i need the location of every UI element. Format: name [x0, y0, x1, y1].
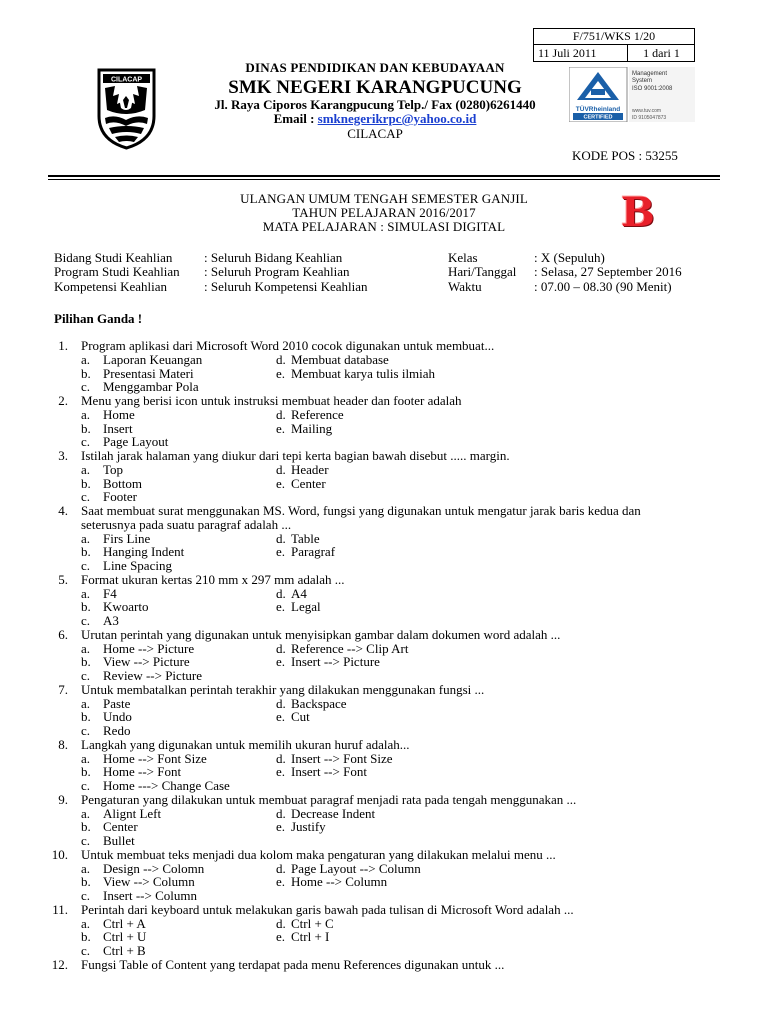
question-text: Format ukuran kertas 210 mm x 297 mm adalah ...: [81, 571, 345, 587]
question-row: [0, 394, 768, 408]
option-e: Paragraf: [291, 544, 336, 560]
option-letter: a.: [81, 530, 91, 546]
option-d: A4: [291, 585, 307, 601]
info-label: Kompetensi Keahlian: [54, 279, 167, 294]
option-c: Insert --> Column: [103, 888, 197, 903]
option-b: Home --> Font: [103, 764, 182, 780]
option-letter: c.: [81, 723, 91, 738]
tuv-certified-badge-icon: [569, 67, 695, 122]
option-letter: e.: [276, 874, 286, 890]
option-d: Table: [291, 530, 320, 546]
option-a: Design --> Colomn: [103, 860, 205, 876]
option-letter: c.: [81, 943, 91, 958]
question-text: Untuk membatalkan perintah terakhir yang dilakukan menggunakan fungsi ...: [81, 681, 485, 697]
option-c: Line Spacing: [103, 558, 172, 573]
form-page: 1 dari 1: [643, 46, 680, 60]
option-letter: b.: [81, 929, 91, 945]
option-letter: d.: [276, 750, 286, 766]
option-a: Home --> Font Size: [103, 750, 207, 766]
option-a: Home: [103, 406, 135, 422]
option-letter: d.: [276, 915, 286, 931]
option-e: Ctrl + I: [291, 929, 330, 945]
option-row: [0, 669, 768, 683]
tuv-certified: CERTIFIED: [583, 114, 613, 121]
option-letter: e.: [276, 929, 286, 945]
option-letter: d.: [276, 406, 286, 422]
option-letter: e.: [276, 420, 286, 436]
info-label: Hari/Tanggal: [448, 264, 517, 279]
option-row: [0, 353, 768, 367]
option-row: [0, 697, 768, 711]
option-row: [0, 765, 768, 779]
question-row: [0, 518, 768, 532]
option-letter: a.: [81, 585, 91, 601]
option-d: Membuat database: [291, 351, 389, 367]
option-letter: d.: [276, 695, 286, 711]
option-a: Ctrl + A: [103, 915, 146, 931]
school-name: SMK NEGERI KARANGPUCUNG: [228, 77, 522, 98]
option-row: [0, 944, 768, 958]
option-c: Page Layout: [103, 434, 169, 450]
option-a: Alignt Left: [103, 805, 162, 821]
form-date: 11 Juli 2011: [534, 45, 628, 61]
question-number: 9.: [58, 791, 68, 807]
option-letter: a.: [81, 695, 91, 711]
option-row: [0, 875, 768, 889]
form-code-box: [533, 28, 695, 62]
postal-code: KODE POS : 53255: [572, 148, 678, 163]
question-row: [0, 449, 768, 463]
option-letter: e.: [276, 819, 286, 835]
option-d: Insert --> Font Size: [291, 750, 393, 766]
info-label: Kelas: [448, 250, 478, 265]
email-link[interactable]: smknegerikrpc@yahoo.co.id: [317, 111, 477, 126]
option-letter: e.: [276, 654, 286, 670]
option-d: Ctrl + C: [291, 915, 334, 931]
logo-text: CILACAP: [110, 76, 143, 84]
tuv-line1: Management: [632, 71, 668, 77]
option-b: View --> Picture: [103, 654, 190, 670]
info-value: : 07.00 – 08.30 (90 Menit): [534, 279, 672, 294]
option-row: [0, 532, 768, 546]
option-letter: c.: [81, 489, 91, 505]
question-number: 6.: [58, 626, 68, 642]
question-number: 10.: [51, 846, 68, 862]
option-c: Ctrl + B: [103, 943, 146, 958]
option-row: [0, 834, 768, 848]
info-value: : X (Sepuluh): [534, 250, 605, 265]
question-text: Pengaturan yang dilakukan untuk membuat paragraf menjadi rata pada tengah menggunakan ...: [81, 791, 577, 807]
option-letter: c.: [81, 434, 91, 450]
question-list: [0, 339, 768, 972]
option-row: [0, 820, 768, 834]
option-b: Bottom: [103, 475, 143, 491]
option-row: [0, 614, 768, 628]
option-a: Top: [103, 461, 124, 477]
option-letter: c.: [81, 558, 91, 573]
info-value: : Seluruh Kompetensi Keahlian: [204, 279, 368, 294]
question-number: 2.: [58, 393, 68, 408]
info-label: Bidang Studi Keahlian: [54, 250, 173, 265]
option-b: Ctrl + U: [103, 929, 147, 945]
option-letter: a.: [81, 750, 91, 766]
exam-year: TAHUN PELAJARAN 2016/2017: [292, 205, 476, 220]
option-b: Insert: [103, 420, 133, 436]
section-title: Pilihan Ganda !: [54, 311, 143, 326]
option-b: View --> Column: [103, 874, 195, 890]
option-c: Bullet: [103, 833, 135, 848]
option-row: [0, 380, 768, 394]
option-e: Insert --> Font: [291, 764, 367, 780]
option-letter: b.: [81, 819, 91, 835]
option-row: [0, 587, 768, 601]
question-row: [0, 339, 768, 353]
info-label: Program Studi Keahlian: [54, 264, 180, 279]
question-row: [0, 903, 768, 917]
tuv-line3: ISO 9001:2008: [632, 86, 673, 92]
option-d: Reference: [291, 406, 344, 422]
option-letter: d.: [276, 461, 286, 477]
option-letter: d.: [276, 805, 286, 821]
email-label: Email :: [273, 111, 318, 126]
option-letter: d.: [276, 640, 286, 656]
option-row: [0, 862, 768, 876]
info-value: : Seluruh Bidang Keahlian: [204, 250, 343, 265]
option-b: Center: [103, 819, 138, 835]
option-letter: b.: [81, 544, 91, 560]
option-letter: a.: [81, 915, 91, 931]
option-b: Undo: [103, 709, 132, 725]
option-letter: b.: [81, 599, 91, 615]
option-e: Home --> Column: [291, 874, 388, 890]
option-row: [0, 545, 768, 559]
option-letter: c.: [81, 613, 91, 628]
question-row: [0, 573, 768, 587]
option-row: [0, 710, 768, 724]
question-text: Langkah yang digunakan untuk memilih ukuran huruf adalah...: [81, 736, 410, 752]
question-number: 8.: [58, 736, 68, 752]
option-letter: d.: [276, 530, 286, 546]
option-letter: b.: [81, 654, 91, 670]
exam-version-badge: B: [621, 189, 655, 236]
option-row: [0, 807, 768, 821]
option-e: Justify: [291, 819, 326, 835]
info-label: Waktu: [448, 279, 482, 294]
option-letter: a.: [81, 860, 91, 876]
option-row: [0, 642, 768, 656]
option-letter: a.: [81, 406, 91, 422]
header-divider-thin: [48, 179, 720, 180]
option-d: Reference --> Clip Art: [291, 640, 409, 656]
info-value: : Seluruh Program Keahlian: [204, 264, 350, 279]
school-city: CILACAP: [347, 126, 403, 141]
option-letter: a.: [81, 461, 91, 477]
tuv-brand: TÜVRheinland: [575, 106, 621, 113]
option-e: Legal: [291, 599, 321, 615]
option-c: Menggambar Pola: [103, 379, 199, 395]
tuv-id: ID 9105047873: [632, 115, 667, 121]
option-c: Home ---> Change Case: [103, 778, 230, 793]
option-letter: e.: [276, 475, 286, 491]
option-row: [0, 600, 768, 614]
question-number: 7.: [58, 681, 68, 697]
option-d: Header: [291, 461, 329, 477]
question-row: [0, 793, 768, 807]
option-row: [0, 559, 768, 573]
option-c: Review --> Picture: [103, 668, 203, 683]
exam-subject: MATA PELAJARAN : SIMULASI DIGITAL: [262, 219, 506, 234]
question-text: Urutan perintah yang digunakan untuk menyisipkan gambar dalam dokumen word adalah ...: [81, 626, 561, 642]
question-number: 11.: [52, 901, 68, 917]
option-row: [0, 490, 768, 504]
option-letter: b.: [81, 709, 91, 725]
form-code: F/751/WKS 1/20: [534, 29, 694, 45]
option-letter: a.: [81, 640, 91, 656]
option-letter: b.: [81, 764, 91, 780]
question-row: [0, 958, 768, 972]
exam-title: ULANGAN UMUM TENGAH SEMESTER GANJIL: [240, 191, 528, 206]
option-row: [0, 930, 768, 944]
option-letter: b.: [81, 874, 91, 890]
option-row: [0, 408, 768, 422]
option-letter: d.: [276, 585, 286, 601]
question-row: [0, 504, 768, 518]
option-c: Redo: [103, 723, 131, 738]
option-e: Insert --> Picture: [291, 654, 380, 670]
question-text: Fungsi Table of Content yang terdapat pada menu References digunakan untuk ...: [81, 956, 505, 972]
question-row: [0, 738, 768, 752]
option-e: Mailing: [291, 420, 333, 436]
option-row: [0, 367, 768, 381]
question-row: [0, 628, 768, 642]
option-row: [0, 917, 768, 931]
option-letter: a.: [81, 805, 91, 821]
question-row: [0, 683, 768, 697]
option-a: Home --> Picture: [103, 640, 195, 656]
option-e: Cut: [291, 709, 310, 725]
option-row: [0, 422, 768, 436]
option-letter: e.: [276, 764, 286, 780]
question-row: [0, 848, 768, 862]
option-row: [0, 655, 768, 669]
tuv-url: www.tuv.com: [632, 108, 662, 114]
question-text: Perintah dari keyboard untuk melakukan garis bawah pada tulisan di Microsoft Word adalah ...: [81, 901, 574, 917]
cilacap-logo-icon: [95, 66, 158, 150]
option-letter: d.: [276, 860, 286, 876]
option-letter: c.: [81, 833, 91, 848]
option-letter: c.: [81, 888, 91, 903]
question-text: seterusnya pada suatu paragraf adalah ...: [81, 516, 292, 532]
option-d: Page Layout --> Column: [291, 860, 421, 876]
question-number: 1.: [58, 338, 68, 353]
option-b: Presentasi Materi: [103, 365, 194, 381]
option-b: Hanging Indent: [103, 544, 185, 560]
option-letter: e.: [276, 709, 286, 725]
option-letter: c.: [81, 379, 91, 395]
question-number: 5.: [58, 571, 68, 587]
question-text: Istilah jarak halaman yang diukur dari tepi kerta bagian bawah disebut ..... margin.: [81, 448, 510, 463]
option-letter: e.: [276, 365, 286, 381]
option-letter: b.: [81, 475, 91, 491]
option-row: [0, 889, 768, 903]
option-d: Decrease Indent: [291, 805, 376, 821]
option-d: Backspace: [291, 695, 347, 711]
school-address: Jl. Raya Ciporos Karangpucung Telp./ Fax (0280)6261440: [214, 97, 536, 112]
option-letter: e.: [276, 544, 286, 560]
question-number: 4.: [58, 503, 68, 518]
option-row: [0, 752, 768, 766]
option-a: Paste: [103, 695, 131, 711]
option-row: [0, 477, 768, 491]
question-number: 3.: [58, 448, 68, 463]
option-row: [0, 779, 768, 793]
option-a: Firs Line: [103, 530, 151, 546]
option-letter: b.: [81, 365, 91, 381]
option-a: F4: [103, 585, 117, 601]
option-e: Center: [291, 475, 326, 491]
option-letter: b.: [81, 420, 91, 436]
info-value: : Selasa, 27 September 2016: [534, 264, 682, 279]
option-c: A3: [103, 613, 119, 628]
school-email-line: [200, 111, 550, 127]
question-text: Saat membuat surat menggunakan MS. Word, fungsi yang digunakan untuk mengatur jarak baris kedua dan: [81, 503, 641, 518]
option-letter: a.: [81, 351, 91, 367]
question-text: Menu yang berisi icon untuk instruksi membuat header dan footer adalah: [81, 393, 462, 408]
option-letter: e.: [276, 599, 286, 615]
tuv-line2: System: [632, 78, 653, 84]
option-row: [0, 463, 768, 477]
question-number: 12.: [51, 956, 68, 972]
option-letter: c.: [81, 778, 91, 793]
question-text: Program aplikasi dari Microsoft Word 2010 cocok digunakan untuk membuat...: [81, 338, 495, 353]
option-letter: c.: [81, 668, 91, 683]
option-letter: d.: [276, 351, 286, 367]
question-text: Untuk membuat teks menjadi dua kolom maka pengaturan yang dilakukan melalui menu ...: [81, 846, 556, 862]
option-row: [0, 435, 768, 449]
option-row: [0, 724, 768, 738]
option-a: Laporan Keuangan: [103, 351, 203, 367]
option-b: Kwoarto: [103, 599, 149, 615]
option-e: Membuat karya tulis ilmiah: [291, 365, 436, 381]
agency-name: DINAS PENDIDIKAN DAN KEBUDAYAAN: [245, 60, 505, 75]
header-divider: [48, 175, 720, 177]
option-c: Footer: [103, 489, 137, 505]
